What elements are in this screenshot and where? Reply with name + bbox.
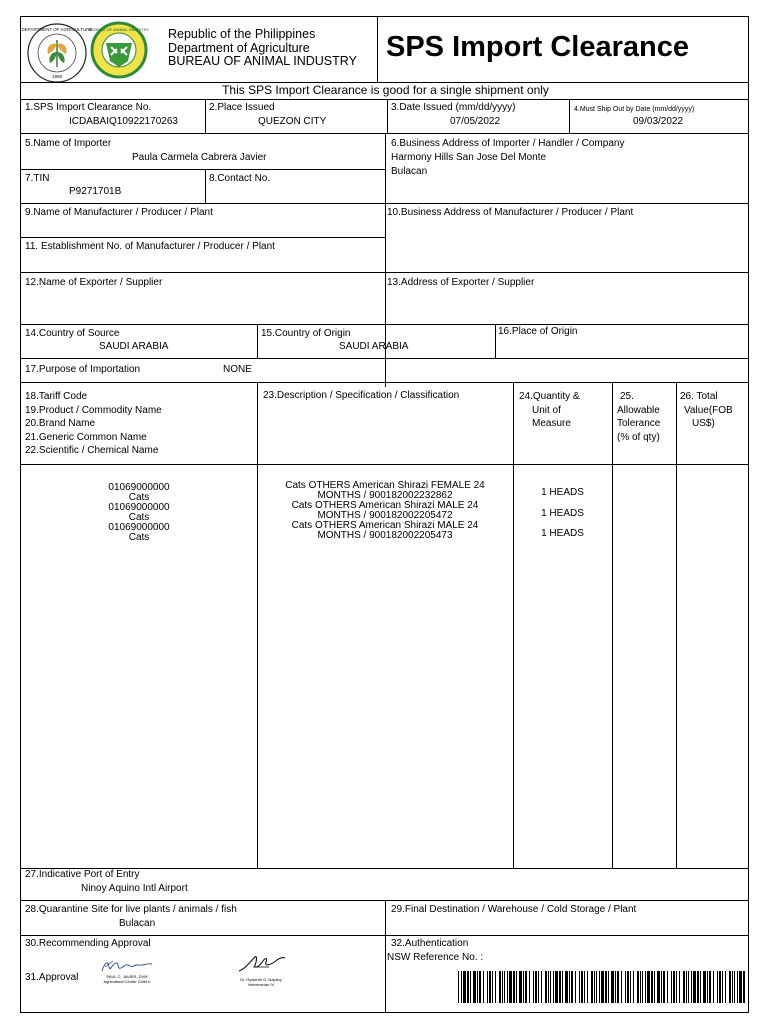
approval-signature: [235, 953, 287, 975]
barcode-bar: [617, 971, 619, 1003]
divider: [21, 382, 748, 383]
barcode-bar: [691, 971, 692, 1003]
country-of-origin: SAUDI ARABIA: [339, 341, 409, 352]
barcode-bar: [533, 971, 534, 1003]
barcode-bar: [591, 971, 593, 1003]
barcode-bar: [642, 971, 643, 1003]
tariff-commodity-list: [21, 483, 257, 543]
approval-signatory: [227, 977, 295, 987]
barcode-bar: [562, 971, 563, 1003]
barcode-bar: [495, 971, 496, 1003]
barcode-bar: [599, 971, 600, 1003]
barcode-bar: [492, 971, 493, 1003]
divider: [21, 169, 385, 170]
divider: [21, 464, 748, 465]
field-19-label: 19.Product / Commodity Name: [25, 404, 162, 416]
field-7-label: 7.TIN: [25, 173, 50, 184]
field-17-label: 17.Purpose of Importation: [25, 364, 141, 375]
field-24-label-line-3: Measure: [532, 418, 571, 430]
field-23-label: 23.Description / Specification / Classification: [263, 390, 460, 401]
nsw-reference-barcode: [458, 971, 746, 1003]
barcode-bar: [596, 971, 597, 1003]
divider: [387, 99, 388, 133]
item-1-description-line-2: MONTHS / 900182002232862: [317, 490, 453, 501]
barcode-bar: [654, 971, 655, 1003]
field-26-label-line-2: Value(FOB: [684, 404, 733, 416]
barcode-bar: [667, 971, 668, 1003]
field-22-label: 22.Scientific / Chemical Name: [25, 445, 159, 457]
clearance-number: ICDABAIQ10922170263: [69, 116, 178, 127]
barcode-bar: [703, 971, 706, 1003]
barcode-bar: [535, 971, 537, 1003]
divider: [21, 99, 748, 100]
field-25-label-line-1: 25.: [620, 391, 634, 402]
barcode-bar: [584, 971, 585, 1003]
barcode-bar: [627, 971, 629, 1003]
barcode-bar: [645, 971, 646, 1003]
value-column-header: [680, 390, 733, 431]
barcode-bar: [504, 971, 505, 1003]
agency-line-1: Republic of the Philippines: [168, 27, 316, 41]
barcode-bar: [519, 971, 522, 1003]
field-4-label: 4.Must Ship Out by Date (mm/dd/yyyy): [574, 106, 695, 113]
barcode-bar: [479, 971, 481, 1003]
barcode-bar: [487, 971, 488, 1003]
field-20-label: 20.Brand Name: [25, 418, 96, 430]
barcode-bar: [651, 971, 653, 1003]
barcode-bar: [732, 971, 733, 1003]
field-25-label-line-2: Allowable: [617, 404, 660, 416]
importer-address-line-2: Bulacan: [391, 166, 428, 177]
barcode-bar: [463, 971, 466, 1003]
barcode-bar: [473, 971, 476, 1003]
field-6-label: 6.Business Address of Importer / Handler / Company: [391, 138, 625, 149]
barcode-bar: [707, 971, 708, 1003]
field-28-label: 28.Quarantine Site for live plants / animals / fish: [25, 904, 237, 915]
field-16-label: 16.Place of Origin: [498, 326, 578, 337]
must-ship-out-date: 09/03/2022: [633, 116, 684, 127]
barcode-bar: [467, 971, 469, 1003]
agency-line-2: Department of Agriculture: [168, 40, 310, 55]
barcode-bar: [608, 971, 609, 1003]
barcode-bar: [458, 971, 459, 1003]
barcode-bar: [743, 971, 745, 1003]
barcode-bar: [725, 971, 726, 1003]
single-shipment-notice: This SPS Import Clearance is good for a single shipment only: [222, 83, 549, 97]
field-27-label: 27.Indicative Port of Entry: [25, 869, 140, 880]
barcode-bar: [516, 971, 517, 1003]
port-of-entry: Ninoy Aquino Intl Airport: [81, 883, 188, 894]
barcode-bar: [594, 971, 595, 1003]
department-of-agriculture-seal: [21, 22, 93, 84]
agency-line-3: BUREAU OF ANIMAL INDUSTRY: [168, 54, 357, 68]
field-24-label-line-1: 24.Quantity &: [519, 391, 580, 402]
divider: [21, 324, 748, 325]
barcode-bar: [683, 971, 685, 1003]
divider: [21, 272, 748, 273]
field-32-label: 32.Authentication: [391, 938, 469, 949]
divider: [205, 169, 206, 203]
barcode-bar: [686, 971, 687, 1003]
agency-name: [168, 28, 357, 69]
recommending-signatory: [99, 974, 155, 984]
divider: [385, 900, 386, 1013]
divider: [21, 203, 748, 204]
barcode-bar: [676, 971, 677, 1003]
barcode-bar: [647, 971, 650, 1003]
divider: [513, 382, 514, 868]
barcode-bar: [697, 971, 699, 1003]
barcode-bar: [700, 971, 701, 1003]
field-2-label: 2.Place Issued: [209, 102, 275, 113]
recommending-name: PAUL C. JAVIER, DVM: [106, 974, 148, 979]
barcode-bar: [529, 971, 530, 1003]
field-3-label: 3.Date Issued (mm/dd/yyyy): [391, 102, 516, 113]
description-list: [257, 481, 513, 541]
field-29-label: 29.Final Destination / Warehouse / Cold Storage / Plant: [391, 904, 637, 915]
field-31-label: 31.Approval: [25, 972, 79, 983]
barcode-bar: [555, 971, 558, 1003]
barcode-bar: [722, 971, 723, 1003]
divider: [21, 935, 748, 936]
place-issued: QUEZON CITY: [258, 116, 327, 127]
barcode-bar: [470, 971, 471, 1003]
recommending-approval-signature: [99, 958, 155, 974]
barcode-bar: [637, 971, 639, 1003]
field-11-label: 11. Establishment No. of Manufacturer / Producer / Plant: [25, 241, 275, 252]
divider: [21, 237, 385, 238]
quantity-list: [513, 483, 612, 545]
field-25-label-line-4: (% of qty): [617, 431, 660, 443]
divider: [257, 382, 258, 868]
field-15-label: 15.Country of Origin: [261, 328, 351, 339]
quarantine-site: Bulacan: [119, 918, 156, 929]
quantity-column-header: [519, 390, 580, 431]
barcode-bar: [581, 971, 583, 1003]
barcode-bar: [657, 971, 660, 1003]
purpose-of-importation: NONE: [223, 364, 252, 375]
recommending-title: Agricultural Center Chief II: [103, 979, 151, 984]
barcode-bar: [575, 971, 576, 1003]
barcode-bar: [548, 971, 549, 1003]
item-3-description-line-1: Cats OTHERS American Shirazi MALE 24: [291, 520, 479, 531]
barcode-bar: [571, 971, 573, 1003]
approval-name: Dr. Hyacinth G. Napiloy: [240, 977, 282, 982]
barcode-bar: [477, 971, 478, 1003]
barcode-bar: [502, 971, 503, 1003]
nsw-reference-label: NSW Reference No. :: [387, 952, 484, 963]
field-8-label: 8.Contact No.: [209, 173, 271, 184]
seal-da-year: 1898: [51, 74, 63, 79]
barcode-bar: [713, 971, 714, 1003]
tolerance-column-header: [617, 390, 660, 444]
barcode-bar: [499, 971, 501, 1003]
barcode-bar: [717, 971, 718, 1003]
field-9-label: 9.Name of Manufacturer / Producer / Plant: [25, 207, 213, 218]
importer-name: Paula Carmela Cabrera Javier: [132, 152, 267, 163]
item-1-quantity: 1 HEADS: [541, 487, 584, 498]
barcode-bar: [538, 971, 539, 1003]
barcode-bar: [509, 971, 512, 1003]
commodity-column-header: [25, 390, 162, 458]
field-21-label: 21.Generic Common Name: [25, 431, 147, 443]
barcode-bar: [507, 971, 508, 1003]
field-30-label: 30.Recommending Approval: [25, 938, 151, 949]
field-10-label: 10.Business Address of Manufacturer / Producer / Plant: [387, 207, 634, 218]
field-26-label-line-1: 26. Total: [680, 391, 718, 402]
item-3-description-line-2: MONTHS / 900182002205473: [317, 530, 453, 541]
barcode-bar: [461, 971, 462, 1003]
field-25-label-line-3: Tolerance: [617, 418, 661, 430]
item-3-quantity: 1 HEADS: [541, 528, 584, 539]
field-18-label: 18.Tariff Code: [25, 391, 88, 402]
barcode-bar: [679, 971, 680, 1003]
field-26-label-line-3: US$): [692, 418, 715, 430]
bureau-of-animal-industry-seal: [90, 21, 148, 79]
item-1-tariff: 01069000000: [108, 482, 170, 493]
barcode-bar: [553, 971, 554, 1003]
item-3-commodity: Cats: [128, 532, 150, 543]
barcode-bar: [611, 971, 614, 1003]
barcode-bar: [693, 971, 696, 1003]
divider: [21, 358, 748, 359]
divider: [257, 324, 258, 358]
field-13-label: 13.Address of Exporter / Supplier: [387, 277, 535, 288]
barcode-bar: [671, 971, 672, 1003]
document-title: SPS Import Clearance: [386, 31, 689, 63]
divider: [612, 382, 613, 868]
barcode-bar: [550, 971, 551, 1003]
item-2-tariff: 01069000000: [108, 502, 170, 513]
barcode-bar: [525, 971, 527, 1003]
barcode-bar: [483, 971, 484, 1003]
barcode-bar: [579, 971, 580, 1003]
barcode-bar: [719, 971, 721, 1003]
divider: [377, 17, 378, 83]
barcode-bar: [545, 971, 547, 1003]
barcode-bar: [541, 971, 542, 1003]
barcode-bar: [663, 971, 665, 1003]
importer-address-line-1: Harmony Hills San Jose Del Monte: [391, 152, 547, 163]
barcode-bar: [661, 971, 662, 1003]
barcode-bar: [734, 971, 735, 1003]
country-of-source: SAUDI ARABIA: [99, 341, 169, 352]
barcode-bar: [559, 971, 561, 1003]
field-5-label: 5.Name of Importer: [25, 138, 112, 149]
field-14-label: 14.Country of Source: [25, 328, 120, 339]
divider: [205, 99, 206, 133]
tin-value: P9271701B: [69, 186, 122, 197]
barcode-bar: [737, 971, 738, 1003]
barcode-bar: [625, 971, 626, 1003]
barcode-bar: [489, 971, 491, 1003]
barcode-bar: [633, 971, 634, 1003]
barcode-bar: [673, 971, 675, 1003]
barcode-bar: [615, 971, 616, 1003]
barcode-bar: [605, 971, 607, 1003]
divider: [569, 99, 570, 133]
barcode-bar: [513, 971, 515, 1003]
barcode-bar: [688, 971, 689, 1003]
divider: [495, 324, 496, 358]
barcode-bar: [621, 971, 622, 1003]
barcode-bar: [640, 971, 641, 1003]
item-1-commodity: Cats: [128, 492, 150, 503]
barcode-bar: [709, 971, 711, 1003]
field-12-label: 12.Name of Exporter / Supplier: [25, 277, 163, 288]
barcode-bar: [729, 971, 731, 1003]
barcode-bar: [565, 971, 568, 1003]
item-2-commodity: Cats: [128, 512, 150, 523]
barcode-bar: [630, 971, 631, 1003]
item-2-quantity: 1 HEADS: [541, 507, 584, 519]
sps-import-clearance-form: [20, 16, 749, 1013]
approval-title: Veterinarian IV: [247, 982, 275, 987]
barcode-bar: [739, 971, 742, 1003]
date-issued: 07/05/2022: [450, 116, 501, 127]
barcode-bar: [601, 971, 604, 1003]
field-1-label: 1.SPS Import Clearance No.: [25, 102, 152, 113]
barcode-bar: [569, 971, 570, 1003]
barcode-bar: [587, 971, 588, 1003]
divider: [676, 382, 677, 868]
item-1-description-line-1: Cats OTHERS American Shirazi FEMALE 24: [285, 480, 485, 491]
item-2-description-line-1: Cats OTHERS American Shirazi MALE 24: [291, 500, 479, 511]
item-3-tariff: 01069000000: [108, 522, 170, 533]
seal-da-text: DEPARTMENT OF AGRICULTURE: [21, 27, 93, 32]
seal-bai-text: BUREAU OF ANIMAL INDUSTRY: [88, 27, 150, 32]
barcode-bar: [523, 971, 524, 1003]
field-24-label-line-2: Unit of: [532, 404, 561, 416]
item-2-description-line-2: MONTHS / 900182002205472: [317, 510, 453, 521]
